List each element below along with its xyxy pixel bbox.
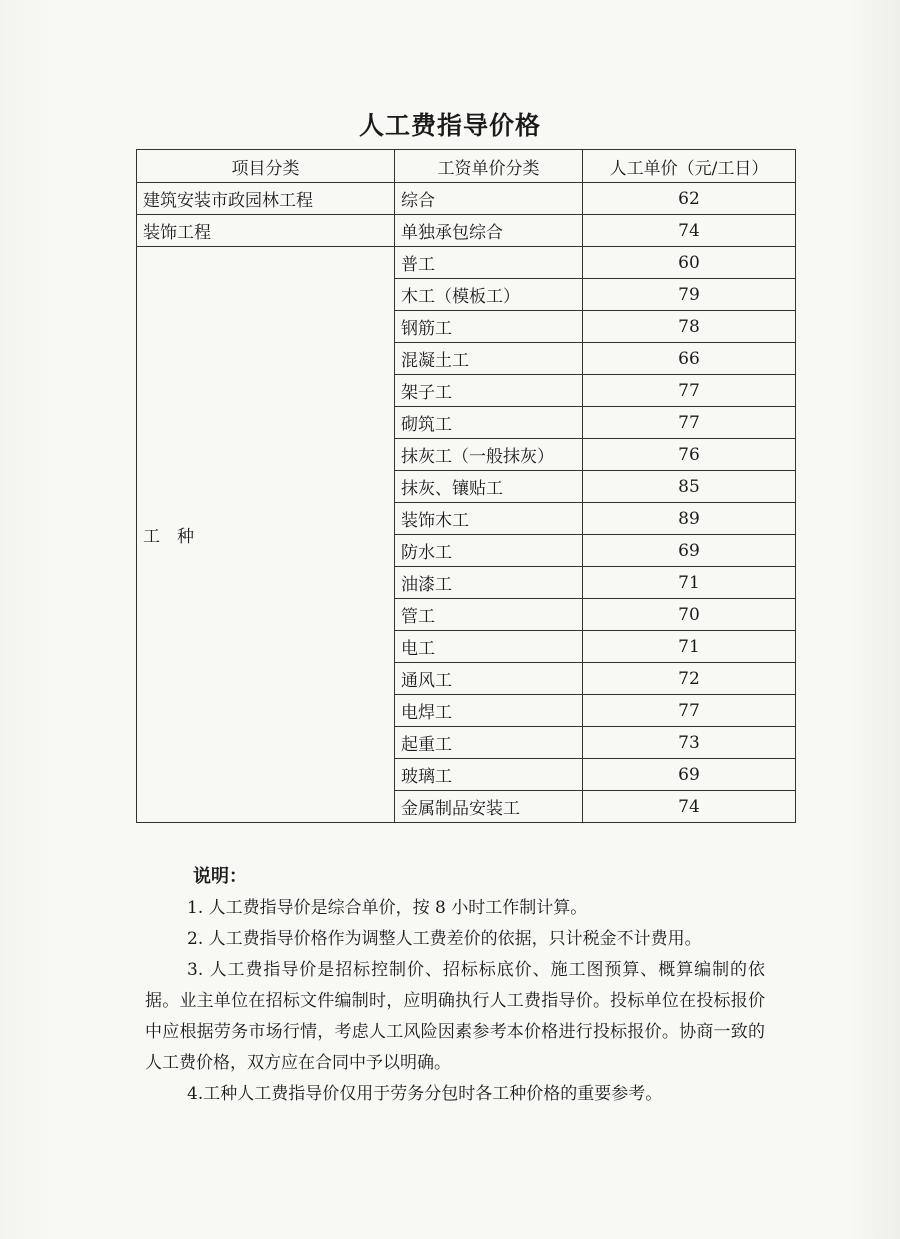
category-cell: 混凝土工 bbox=[395, 343, 583, 375]
price-cell: 78 bbox=[583, 311, 796, 343]
category-cell: 通风工 bbox=[395, 663, 583, 695]
header-price: 人工单价（元/工日） bbox=[583, 150, 796, 183]
price-cell: 89 bbox=[583, 503, 796, 535]
price-cell: 71 bbox=[583, 567, 796, 599]
header-project: 项目分类 bbox=[137, 150, 395, 183]
price-cell: 70 bbox=[583, 599, 796, 631]
price-table bbox=[136, 149, 796, 823]
price-cell: 71 bbox=[583, 631, 796, 663]
price-cell: 73 bbox=[583, 727, 796, 759]
price-cell: 66 bbox=[583, 343, 796, 375]
category-cell: 普工 bbox=[395, 247, 583, 279]
price-cell: 79 bbox=[583, 279, 796, 311]
category-cell: 电工 bbox=[395, 631, 583, 663]
price-cell: 77 bbox=[583, 695, 796, 727]
price-cell: 77 bbox=[583, 407, 796, 439]
category-cell: 电焊工 bbox=[395, 695, 583, 727]
note-item: 1. 人工费指导价是综合单价，按 8 小时工作制计算。 bbox=[187, 898, 588, 918]
category-cell: 抹灰、镶贴工 bbox=[395, 471, 583, 503]
notes-body bbox=[145, 893, 765, 1110]
note-item: 4.工种人工费指导价仅用于劳务分包时各工种价格的重要参考。 bbox=[187, 1084, 663, 1104]
table-header-row bbox=[137, 150, 796, 183]
price-cell: 74 bbox=[583, 215, 796, 247]
category-cell: 综合 bbox=[395, 183, 583, 215]
category-cell: 钢筋工 bbox=[395, 311, 583, 343]
project-cell: 建筑安装市政园林工程 bbox=[137, 183, 395, 215]
category-cell: 架子工 bbox=[395, 375, 583, 407]
price-cell: 69 bbox=[583, 535, 796, 567]
price-cell: 74 bbox=[583, 791, 796, 823]
price-cell: 85 bbox=[583, 471, 796, 503]
price-cell: 60 bbox=[583, 247, 796, 279]
price-cell: 76 bbox=[583, 439, 796, 471]
category-cell: 抹灰工（一般抹灰） bbox=[395, 439, 583, 471]
project-cell: 装饰工程 bbox=[137, 215, 395, 247]
note-item: 3. 人工费指导价是招标控制价、招标标底价、施工图预算、概算编制的依据。业主单位在招标文件编制时，应明确执行人工费指导价。投标单位在投标报价中应根据劳务市场行情，考虑人工风险因素参考本价格进行投标报价。协商一致的人工费价格，双方应在合同中予以明确。 bbox=[145, 960, 765, 1073]
category-cell: 装饰木工 bbox=[395, 503, 583, 535]
price-cell: 62 bbox=[583, 183, 796, 215]
table-row bbox=[137, 215, 796, 247]
category-cell: 防水工 bbox=[395, 535, 583, 567]
notes-heading: 说明： bbox=[193, 866, 247, 887]
header-category: 工资单价分类 bbox=[395, 150, 583, 183]
document-title: 人工费指导价格 bbox=[358, 111, 541, 140]
price-cell: 72 bbox=[583, 663, 796, 695]
category-cell: 油漆工 bbox=[395, 567, 583, 599]
category-cell: 管工 bbox=[395, 599, 583, 631]
price-cell: 69 bbox=[583, 759, 796, 791]
category-cell: 玻璃工 bbox=[395, 759, 583, 791]
trade-group-cell: 工 种 bbox=[137, 247, 395, 823]
category-cell: 起重工 bbox=[395, 727, 583, 759]
table-row bbox=[137, 183, 796, 215]
category-cell: 砌筑工 bbox=[395, 407, 583, 439]
category-cell: 单独承包综合 bbox=[395, 215, 583, 247]
category-cell: 木工（模板工） bbox=[395, 279, 583, 311]
price-cell: 77 bbox=[583, 375, 796, 407]
table-row bbox=[137, 247, 796, 279]
category-cell: 金属制品安装工 bbox=[395, 791, 583, 823]
note-item: 2. 人工费指导价格作为调整人工费差价的依据，只计税金不计费用。 bbox=[187, 929, 702, 949]
